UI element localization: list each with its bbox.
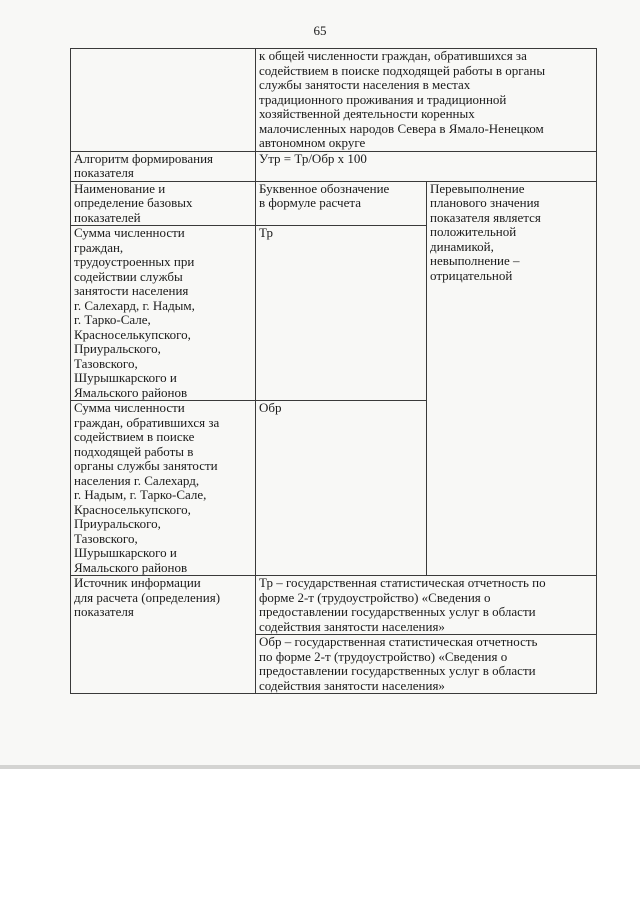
text-line: трудоустроенных при [74, 254, 195, 269]
text-line: предоставлении государственных услуг в области [259, 604, 536, 619]
text-line: отрицательной [430, 267, 513, 283]
employed-indicator-name [71, 226, 256, 401]
text-line: Ямальского районов [74, 559, 188, 575]
text-line: малочисленных народов Севера в Ямало-Ненецком [259, 120, 544, 136]
text-line: занятости населения [74, 283, 189, 298]
applied-indicator-name [71, 401, 256, 576]
indicator-definition-continuation [256, 49, 597, 152]
text-line: Шурышкарского и [74, 370, 177, 385]
text-line: традиционного проживания и традиционной [259, 91, 507, 107]
text-line: Красноселькупского, [74, 326, 191, 342]
evaluation-note [427, 181, 597, 576]
text-line: форме 2-т (трудоустройство) «Сведения о [259, 589, 491, 605]
text-line: показателя [74, 604, 134, 619]
text-line: г. Надым, г. Тарко-Сале, [74, 487, 207, 502]
text-line: Перевыполнение [430, 180, 525, 196]
text-line: Тр – государственная статистическая отчетность по [259, 575, 546, 590]
text-line: Тазовского, [74, 355, 138, 371]
text-line: содействия занятости населения» [259, 677, 445, 693]
text-line: показателя является [430, 209, 541, 225]
text-line: граждан, [74, 239, 124, 255]
text-line: показателя [74, 165, 134, 180]
empty-cell [71, 49, 256, 152]
text-line: предоставлении государственных услуг в области [259, 663, 536, 678]
source-tr [256, 576, 597, 635]
scan-edge [0, 765, 640, 769]
text-line: Источник информации [74, 575, 201, 590]
text-line: Алгоритм формирования [74, 150, 214, 166]
base-indicators-header [71, 181, 256, 226]
text-line: хозяйственной деятельности коренных [259, 106, 475, 121]
table-row [71, 576, 597, 635]
employed-indicator-symbol: Тр [256, 226, 427, 401]
text-line: Приуральского, [74, 341, 161, 356]
text-line: Приуральского, [74, 516, 161, 531]
text-line: г. Салехард, г. Надым, [74, 297, 195, 313]
text-line: подходящей работы в [74, 443, 194, 459]
table-row [71, 151, 597, 181]
applied-indicator-symbol: Обр [256, 401, 427, 576]
text-line: содействия занятости населения» [259, 618, 445, 634]
source-obr [256, 635, 597, 694]
text-line: определение базовых [74, 195, 193, 210]
text-line: Сумма численности [74, 225, 185, 240]
text-line: к общей численности граждан, обратившихся за [259, 48, 527, 63]
text-line: содействии службы [74, 268, 183, 284]
indicator-table [70, 48, 597, 694]
text-line: автономном округе [259, 135, 366, 150]
text-line: положительной [430, 224, 517, 239]
table-row [71, 49, 597, 152]
text-line: Обр – государственная статистическая отчетность [259, 634, 538, 649]
text-line: показателей [74, 209, 141, 225]
algorithm-formula: Утр = Тр/Обр х 100 [256, 151, 597, 181]
source-label [71, 576, 256, 694]
text-line: граждан, обратившихся за [74, 414, 220, 430]
text-line: Ямальского районов [74, 384, 188, 400]
text-line: содействием в поиске [74, 429, 195, 444]
text-line: службы занятости населения в местах [259, 77, 471, 92]
text-line: г. Тарко-Сале, [74, 312, 151, 327]
algorithm-label [71, 151, 256, 181]
text-line: Шурышкарского и [74, 545, 177, 560]
text-line: содействием в поиске подходящей работы в органы [259, 62, 546, 78]
text-line: Красноселькупского, [74, 501, 191, 517]
page-number: 65 [313, 23, 327, 38]
text-line: динамикой, [430, 238, 494, 254]
text-line: органы службы занятости [74, 458, 218, 473]
text-line: населения г. Салехард, [74, 472, 200, 488]
text-line: по форме 2-т (трудоустройство) «Сведения о [259, 648, 508, 664]
text-line: невыполнение – [430, 253, 520, 268]
text-line: Сумма численности [74, 400, 185, 415]
text-line: в формуле расчета [259, 195, 361, 210]
text-line: для расчета (определения) [74, 589, 221, 605]
text-line: Тазовского, [74, 530, 138, 546]
text-line: Наименование и [74, 180, 166, 196]
text-line: Буквенное обозначение [259, 180, 390, 196]
table-row [71, 181, 597, 226]
text-line: планового значения [430, 195, 540, 210]
symbol-header [256, 181, 427, 226]
